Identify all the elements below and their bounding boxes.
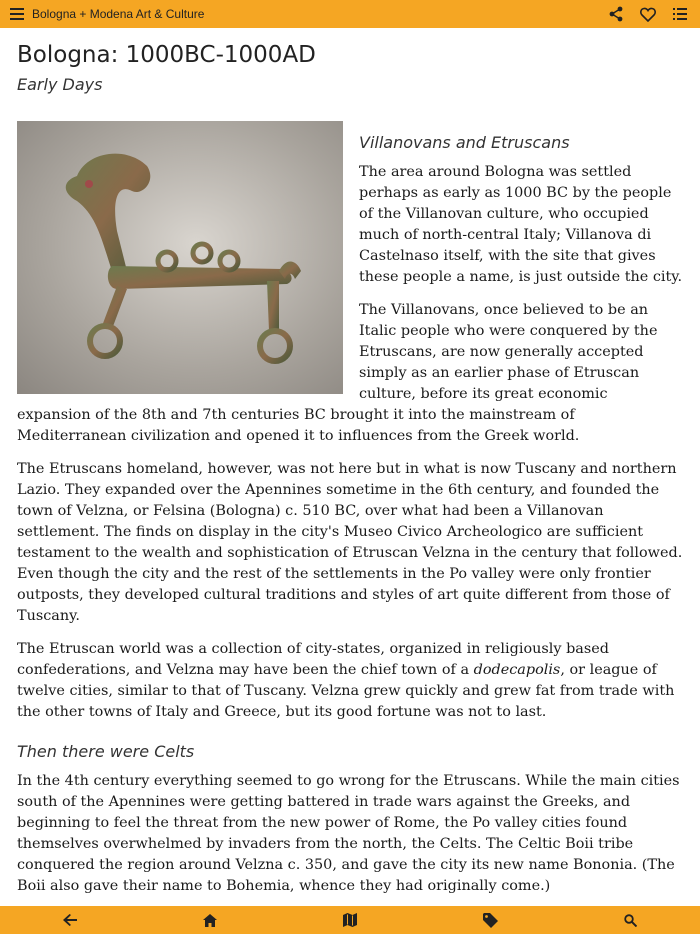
share-button[interactable]: [600, 0, 632, 28]
menu-icon: [10, 8, 24, 20]
search-icon: [624, 914, 637, 927]
paragraph: The Villanovans, once believed to be an Italic people who were conquered by the Etruscans, are now generally accepted simply as an earlier phase of Etruscan culture, before its great economic expansion of the 8th and 7th centuries BC brought it into the mainstream of Mediterranean civilization and opened it to influences from the Greek world.: [17, 302, 658, 444]
dodecapolis-term: dodecapolis: [473, 662, 561, 678]
map-icon: [343, 913, 357, 927]
paragraph: In the 4th century everything seemed to go wrong for the Etruscans. While the main cities south of the Apennines were getting battered in trade wars against the Greeks, and beginning to feel the threat from the new power of Rome, the Po valley cities found themselves overwhelmed by invaders from the north, the Celts. The Celtic Boii tribe conquered the region around Velzna c. 350, and gave the city its new name Bononia. (The Boii also gave their name to Bohemia, whence they had originally come.): [17, 773, 680, 894]
paragraph-text: , or league of twelve cities, similar to that of Tuscany. Velzna grew quickly and grew fat from trade with the other towns of Italy and Greece, but its good fortune was not to last.: [17, 662, 675, 720]
paragraph-text: The Etruscan world was a collection of city-states, organized in religiously based confederations, and Velzna may have been the chief town of a: [17, 641, 609, 678]
back-button[interactable]: [40, 906, 100, 934]
bronze-horse-image: [17, 121, 343, 394]
tags-button[interactable]: [460, 906, 520, 934]
article-content[interactable]: [17, 28, 683, 906]
search-button[interactable]: [600, 906, 660, 934]
app-title: Bologna + Modena Art & Culture: [32, 7, 205, 21]
paragraph: The area around Bologna was settled perhaps as early as 1000 BC by the people of the Villanovan culture, who occupied much of north-central Italy; Villanova di Castelnaso itself, with the site that gives these people a name, is just outside the city.: [359, 164, 683, 285]
article-image[interactable]: [17, 121, 343, 394]
page-title: Bologna: 1000BC-1000AD: [17, 42, 316, 68]
section-heading-celts: Then there were Celts: [17, 742, 195, 761]
home-button[interactable]: [180, 906, 240, 934]
back-arrow-icon: [63, 914, 77, 926]
section-heading-villanovans: Villanovans and Etruscans: [359, 133, 570, 152]
map-button[interactable]: [320, 906, 380, 934]
tag-icon: [483, 913, 498, 928]
list-icon: [673, 8, 687, 20]
paragraph: The Etruscans homeland, however, was not here but in what is now Tuscany and northern Lazio. They expanded over the Apennines sometime in the 6th century, and founded the town of Velzna, or Felsina (Bologna) c. 510 BC, over what had been a Villanovan settlement. The finds on display in the city's Museo Civico Archeologico are sufficient testament to the wealth and sophistication of Etruscan Velzna in the century that followed. Even though the city and the rest of the settlements in the Po valley were only frontier outposts, they developed cultural traditions and styles of art quite different from those of Tuscany.: [17, 461, 683, 624]
heart-icon: [640, 7, 656, 22]
contents-button[interactable]: [664, 0, 696, 28]
favorite-button[interactable]: [632, 0, 664, 28]
page-subtitle: Early Days: [17, 75, 103, 94]
top-app-bar: [0, 0, 700, 28]
paragraph-dodecapolis: [17, 639, 683, 723]
home-icon: [203, 914, 217, 927]
share-icon: [608, 6, 624, 22]
menu-button[interactable]: [0, 0, 34, 28]
bottom-nav-bar: [0, 906, 700, 934]
